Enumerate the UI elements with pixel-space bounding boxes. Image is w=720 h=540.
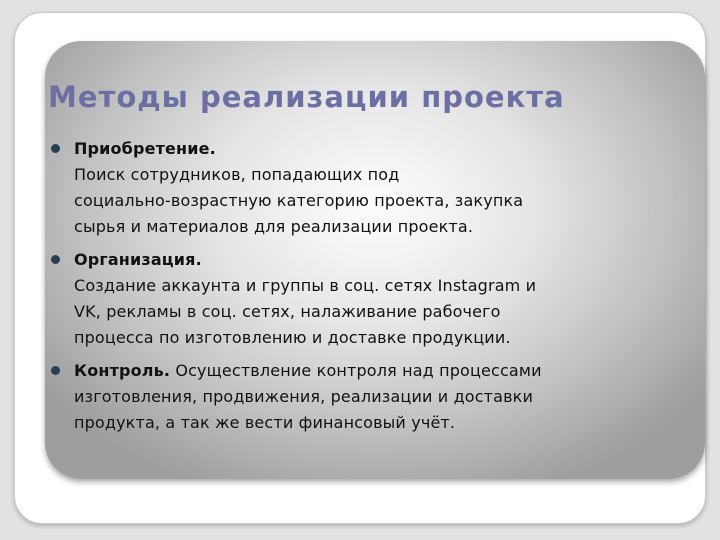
bullet-line: продукта, а так же вести финансовый учёт. — [74, 413, 456, 432]
bullet-line: изготовления, продвижения, реализации и доставки — [74, 387, 534, 406]
bullet-dot-icon — [51, 255, 60, 264]
bullet-line: сырья и материалов для реализации проекта. — [74, 217, 474, 236]
bullet-item-control — [50, 358, 660, 436]
bullet-list — [50, 136, 660, 443]
slide-title: Методы реализации проекта — [48, 80, 565, 114]
bullet-line: Создание аккаунта и группы в соц. сетях Instagram и — [74, 276, 537, 295]
bullet-dot-icon — [51, 366, 60, 375]
bullet-item-acquisition — [50, 136, 660, 240]
bullet-heading: Приобретение. — [74, 139, 216, 158]
bullet-line: Поиск сотрудников, попадающих под — [74, 165, 400, 184]
bullet-dot-icon — [51, 144, 60, 153]
bullet-heading: Организация. — [74, 250, 202, 269]
bullet-line: VK, рекламы в соц. сетях, налаживание рабочего — [74, 302, 501, 321]
bullet-heading: Контроль. — [74, 361, 171, 380]
bullet-item-organization — [50, 247, 660, 351]
bullet-inline-text: Осуществление контроля над процессами — [170, 361, 542, 380]
bullet-line: процесса по изготовлению и доставке продукции. — [74, 328, 511, 347]
bullet-line: социально-возрастную категорию проекта, закупка — [74, 191, 524, 210]
